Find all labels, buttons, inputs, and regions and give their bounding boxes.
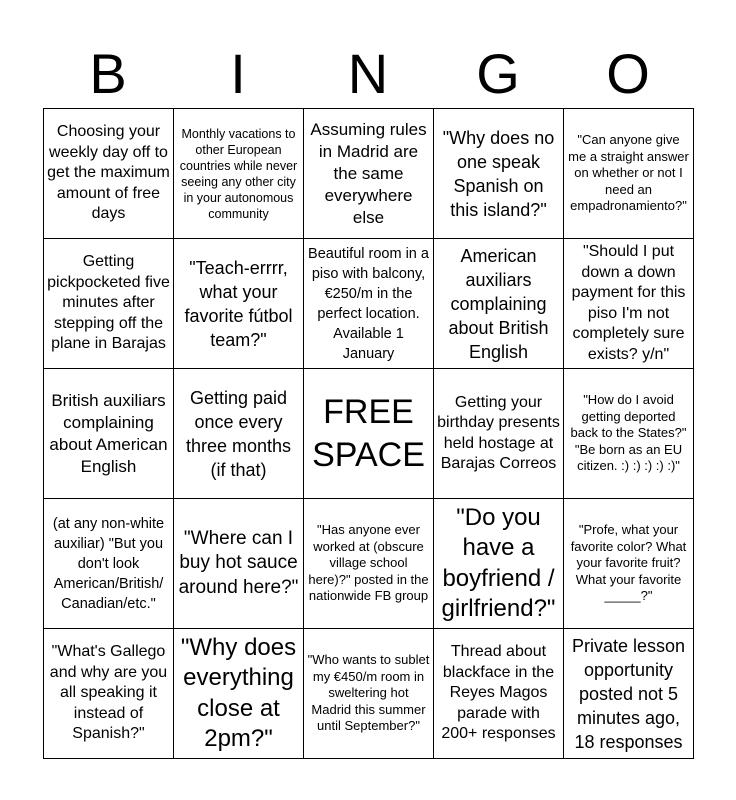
- bingo-cell[interactable]: [434, 239, 564, 369]
- bingo-cell-text: "Why does everything close at 2pm?": [180, 633, 297, 752]
- bingo-cell-text: Getting pickpocketed five minutes after stepping off the plane in Barajas: [47, 253, 170, 353]
- bingo-cell-text: American auxiliars complaining about British English: [448, 245, 549, 362]
- bingo-cell[interactable]: [44, 239, 174, 369]
- bingo-cell-text: Getting your birthday presents held hostage at Barajas Correos: [437, 393, 560, 472]
- bingo-cell[interactable]: [44, 369, 174, 499]
- header-letter-o: O: [606, 42, 650, 105]
- bingo-cell-text: "What's Gallego and why are you all speaking it instead of Spanish?": [49, 643, 168, 743]
- bingo-card-grid: [43, 108, 694, 759]
- bingo-cell-text: Getting paid once every three months (if that): [185, 387, 292, 480]
- bingo-cell[interactable]: [434, 499, 564, 629]
- header-letter-i: I: [230, 42, 246, 105]
- bingo-cell[interactable]: [304, 109, 434, 239]
- bingo-cell-text: (at any non-white auxiliar) "But you don't look American/British/ Canadian/etc.": [52, 515, 165, 612]
- bingo-cell[interactable]: [434, 629, 564, 759]
- bingo-cell-text: "Why does no one speak Spanish on this island?": [442, 127, 555, 220]
- bingo-cell[interactable]: [564, 369, 694, 499]
- bingo-cell[interactable]: [174, 499, 304, 629]
- bingo-cell-text: "Can anyone give me a straight answer on whether or not I need an empadronamiento?": [568, 132, 689, 214]
- bingo-cell[interactable]: [174, 239, 304, 369]
- free-space-cell[interactable]: [304, 369, 434, 499]
- bingo-cell-text: "Where can I buy hot sauce around here?": [178, 527, 299, 598]
- bingo-cell[interactable]: [564, 109, 694, 239]
- header-letter-g: G: [476, 42, 520, 105]
- bingo-cell-text: Private lesson opportunity posted not 5 minutes ago, 18 responses: [571, 635, 686, 752]
- bingo-cell[interactable]: [434, 369, 564, 499]
- bingo-cell-text: "Profe, what your favorite color? What your favorite fruit? What your favorite _____?": [570, 522, 687, 604]
- bingo-cell-text: "How do I avoid getting deported back to the States?" "Be born as an EU citizen. :) :) :) :) :)": [570, 392, 687, 474]
- bingo-cell-text: "Has anyone ever worked at (obscure village school here)?" posted in the nationwide FB group: [308, 522, 429, 604]
- bingo-cell-text: British auxiliars complaining about American English: [49, 390, 168, 476]
- bingo-cell-text: "Who wants to sublet my €450/m room in sweltering hot Madrid this summer until September?": [307, 652, 430, 734]
- bingo-cell[interactable]: [174, 109, 304, 239]
- bingo-cell-text: Choosing your weekly day off to get the maximum amount of free days: [47, 123, 170, 223]
- bingo-cell[interactable]: [564, 629, 694, 759]
- bingo-cell[interactable]: [304, 629, 434, 759]
- header-letter-b: B: [89, 42, 127, 105]
- bingo-cell-text: Monthly vacations to other European countries while never seeing any other city in your autonomous community: [179, 126, 298, 221]
- free-space-text: FREE SPACE: [312, 392, 425, 474]
- bingo-cell[interactable]: [564, 499, 694, 629]
- header-letter-n: N: [347, 42, 389, 105]
- bingo-cell[interactable]: [304, 499, 434, 629]
- bingo-cell[interactable]: [434, 109, 564, 239]
- bingo-cell-text: "Teach-errrr, what your favorite fútbol team?": [184, 257, 293, 350]
- bingo-cell[interactable]: [174, 369, 304, 499]
- bingo-header: [43, 40, 693, 108]
- bingo-cell[interactable]: [44, 109, 174, 239]
- bingo-cell[interactable]: [44, 499, 174, 629]
- bingo-cell[interactable]: [564, 239, 694, 369]
- bingo-cell[interactable]: [304, 239, 434, 369]
- bingo-cell-text: "Do you have a boyfriend / girlfriend?": [441, 503, 556, 622]
- bingo-cell-text: Assuming rules in Madrid are the same everywhere else: [310, 119, 427, 227]
- bingo-cell-text: Thread about blackface in the Reyes Magos parade with 200+ responses: [441, 643, 556, 743]
- bingo-cell-text: "Should I put down a down payment for this piso I'm not completely sure exists? y/n": [571, 243, 686, 363]
- bingo-cell[interactable]: [174, 629, 304, 759]
- bingo-cell[interactable]: [44, 629, 174, 759]
- bingo-cell-text: Beautiful room in a piso with balcony, €250/m in the perfect location. Available 1 January: [308, 245, 429, 362]
